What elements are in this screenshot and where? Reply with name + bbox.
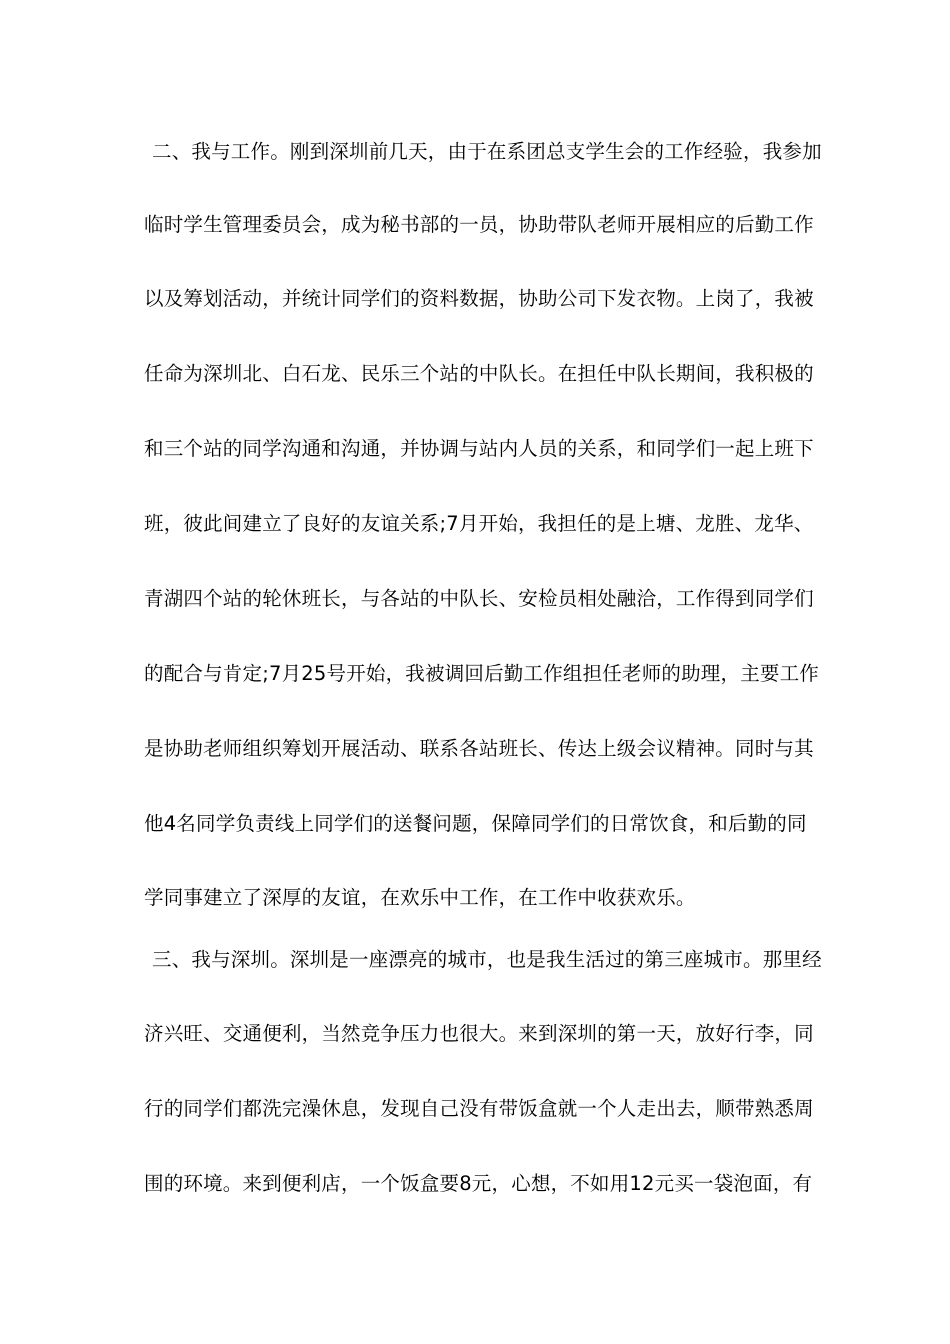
paragraph-2-line-8: 的配合与肯定;7月25号开始，我被调回后勤工作组担任老师的助理，主要工作 bbox=[144, 662, 819, 685]
paragraph-2-line-10: 他4名同学负责线上同学们的送餐问题，保障同学们的日常饮食，和后勤的同 bbox=[144, 812, 807, 835]
paragraph-3-line-4: 围的环境。来到便利店，一个饭盒要8元，心想，不如用12元买一袋泡面，有 bbox=[144, 1172, 813, 1195]
paragraph-2-line-11: 学同事建立了深厚的友谊，在欢乐中工作，在工作中收获欢乐。 bbox=[144, 886, 696, 909]
paragraph-2-line-6: 班，彼此间建立了良好的友谊关系;7月开始，我担任的是上塘、龙胜、龙华、 bbox=[144, 512, 814, 535]
paragraph-2-line-3: 以及筹划活动，并统计同学们的资料数据，协助公司下发衣物。上岗了，我被 bbox=[144, 287, 814, 310]
paragraph-2-line-4: 任命为深圳北、白石龙、民乐三个站的中队长。在担任中队长期间，我积极的 bbox=[144, 362, 814, 385]
paragraph-3-line-3: 行的同学们都洗完澡休息，发现自己没有带饭盒就一个人走出去，顺带熟悉周 bbox=[144, 1097, 814, 1120]
paragraph-2-line-5: 和三个站的同学沟通和沟通，并协调与站内人员的关系，和同学们一起上班下 bbox=[144, 437, 814, 460]
paragraph-3-line-2: 济兴旺、交通便利，当然竞争压力也很大。来到深圳的第一天，放好行李，同 bbox=[144, 1022, 814, 1045]
paragraph-2-line-2: 临时学生管理委员会，成为秘书部的一员，协助带队老师开展相应的后勤工作 bbox=[144, 213, 814, 236]
paragraph-3-line-1: 三、我与深圳。深圳是一座漂亮的城市，也是我生活过的第三座城市。那里经 bbox=[152, 948, 822, 971]
paragraph-2-line-1: 二、我与工作。刚到深圳前几天，由于在系团总支学生会的工作经验，我参加 bbox=[152, 140, 822, 163]
paragraph-2-line-7: 青湖四个站的轮休班长，与各站的中队长、安检员相处融洽，工作得到同学们 bbox=[144, 587, 814, 610]
paragraph-2-line-9: 是协助老师组织筹划开展活动、联系各站班长、传达上级会议精神。同时与其 bbox=[144, 737, 814, 760]
